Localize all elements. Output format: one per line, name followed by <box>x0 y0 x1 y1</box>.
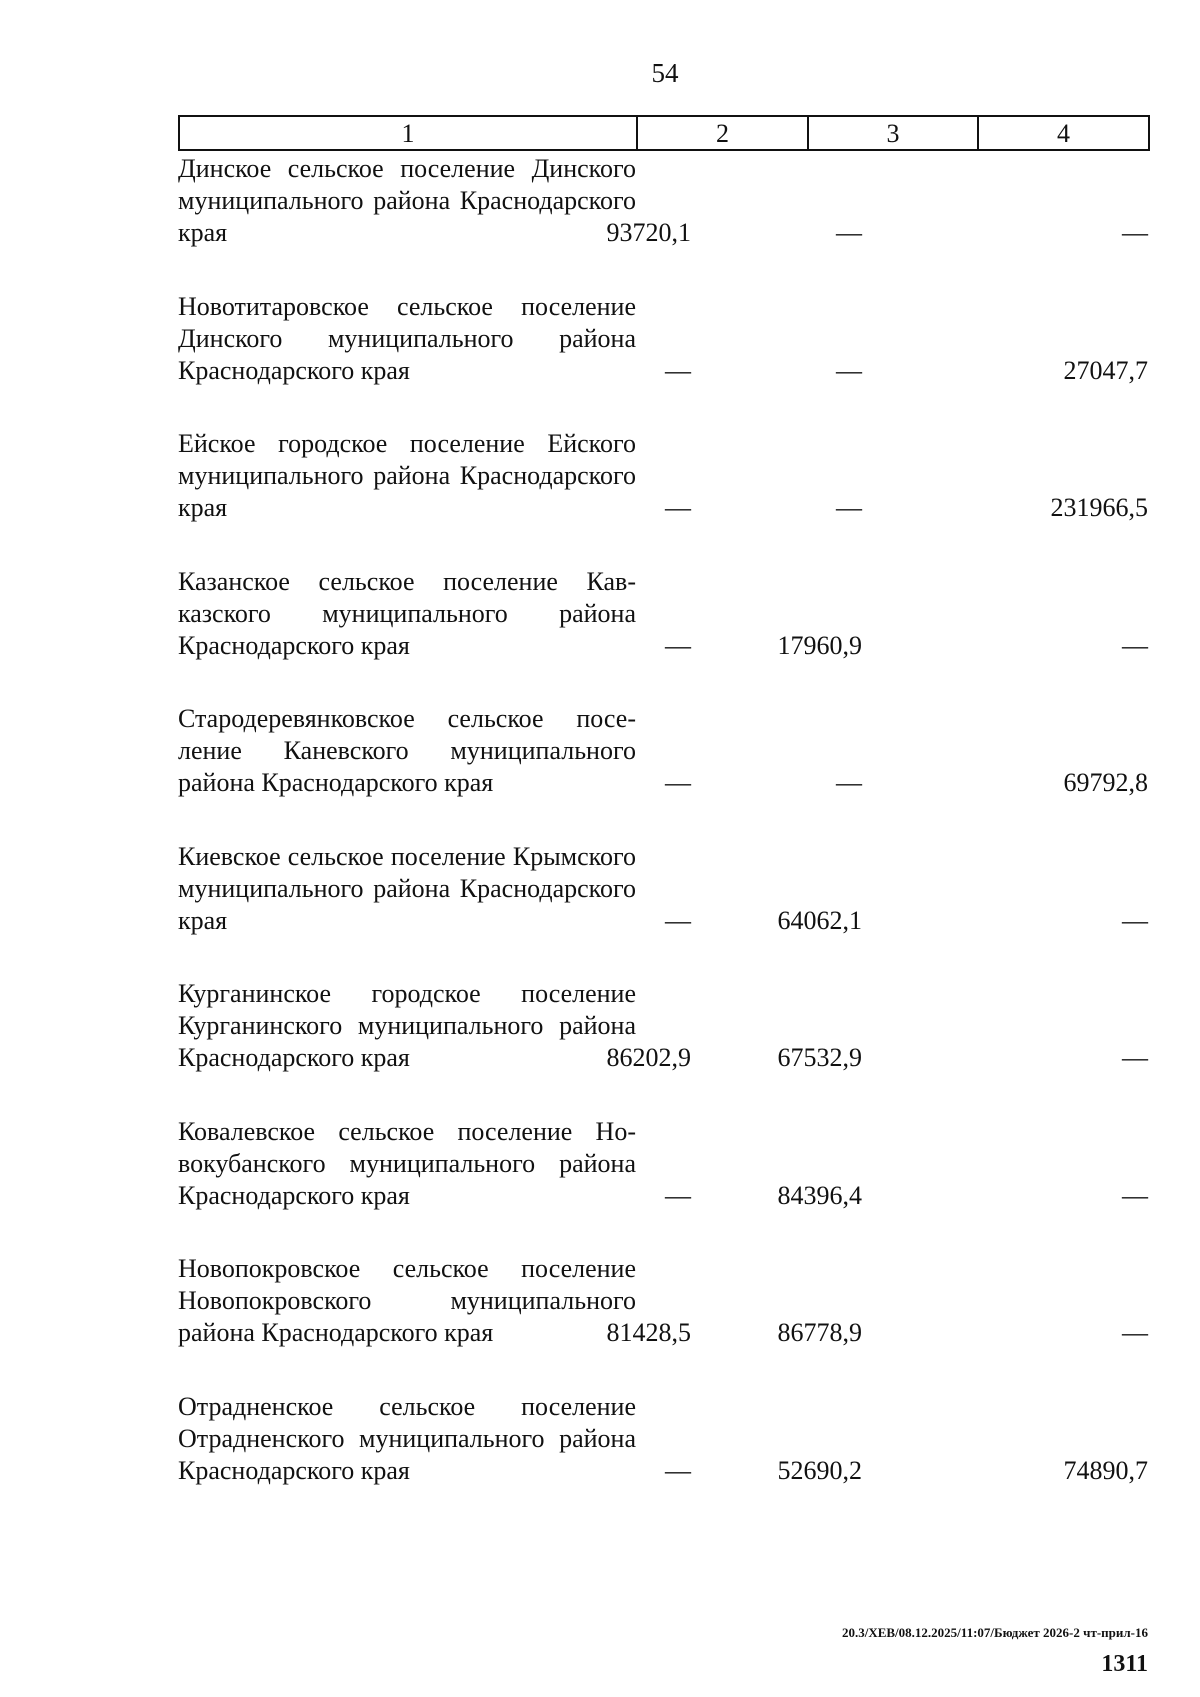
value-col-2: — <box>665 630 691 660</box>
table-row <box>178 566 1148 704</box>
value-col-4: 231966,5 <box>1050 493 1148 522</box>
value-col-3: 52690,2 <box>777 1455 862 1485</box>
sheet-number: 1311 <box>1101 1651 1148 1677</box>
settlement-name: Киевское сельское поселение Крымского муниципального района Краснодарского края <box>178 841 636 935</box>
column-header-4: 4 <box>978 116 1149 150</box>
value-col-2: — <box>665 493 691 522</box>
value-col-4: 74890,7 <box>1063 1455 1148 1485</box>
column-header-table <box>178 115 1150 151</box>
value-col-3: 84396,4 <box>777 1180 862 1210</box>
value-col-3: — <box>836 493 862 522</box>
value-col-4: — <box>1122 905 1148 935</box>
table-row <box>178 841 1148 979</box>
value-col-2: — <box>665 768 691 797</box>
table-body <box>178 153 1148 1528</box>
column-header-2: 2 <box>637 116 808 150</box>
settlement-name: Курганинское городское поселение Курганинского муниципального района Краснодарского края <box>178 979 636 1072</box>
page-number: 54 <box>651 58 679 88</box>
column-header-1: 1 <box>179 116 637 150</box>
value-col-2: — <box>665 1455 691 1485</box>
value-col-2: 93720,1 <box>606 218 691 247</box>
settlement-name: Стародеревянковское сельское поселение Каневского муниципального района Краснодарского края <box>178 704 636 797</box>
value-col-4: — <box>1122 218 1148 247</box>
value-col-2: 81428,5 <box>606 1318 691 1347</box>
value-col-2: 86202,9 <box>606 1043 691 1072</box>
value-col-3: 17960,9 <box>777 630 862 660</box>
value-col-2: — <box>665 905 691 935</box>
value-col-2: — <box>665 355 691 385</box>
value-col-3: 86778,9 <box>777 1318 862 1347</box>
table-row <box>178 703 1148 841</box>
table-row <box>178 428 1148 566</box>
table-row <box>178 153 1148 291</box>
settlement-name: Ейское городское поселение Ейского муниципального района Краснодарского края <box>178 429 636 522</box>
table-row <box>178 291 1148 429</box>
settlement-name: Казанское сельское поселение Кавказского муниципального района Краснодарского края <box>178 566 636 660</box>
table-row <box>178 978 1148 1116</box>
value-col-3: — <box>836 218 862 247</box>
value-col-4: — <box>1122 1043 1148 1072</box>
column-header-3: 3 <box>808 116 978 150</box>
settlement-name: Ковалевское сельское поселение Новокубанского муниципального района Краснодарского края <box>178 1116 636 1210</box>
settlement-name: Новотитаровское сельское поселение Динского муниципального района Краснодарского края <box>178 291 636 385</box>
value-col-2: — <box>665 1180 691 1210</box>
table-row <box>178 1253 1148 1391</box>
value-col-4: 27047,7 <box>1063 355 1148 385</box>
value-col-4: — <box>1122 1180 1148 1210</box>
value-col-4: 69792,8 <box>1063 768 1148 797</box>
value-col-3: — <box>836 355 862 385</box>
value-col-3: — <box>836 768 862 797</box>
value-col-4: — <box>1122 1318 1148 1347</box>
value-col-3: 64062,1 <box>777 905 862 935</box>
value-col-3: 67532,9 <box>777 1043 862 1072</box>
settlement-name: Динское сельское поселение Динского муниципального района Краснодарского края <box>178 154 636 247</box>
value-col-4: — <box>1122 630 1148 660</box>
table-row <box>178 1391 1148 1529</box>
table-row <box>178 1116 1148 1254</box>
settlement-name: Новопокровское сельское поселение Новопокровского муниципального района Краснодарского края <box>178 1254 636 1347</box>
column-header-row <box>179 116 1149 150</box>
settlement-name: Отрадненское сельское поселение Отрадненского муниципального района Краснодарского края <box>178 1391 636 1485</box>
document-reference-code: 20.3/ХЕВ/08.12.2025/11:07/Бюджет 2026-2 чт-прил-16 <box>841 1625 1148 1640</box>
